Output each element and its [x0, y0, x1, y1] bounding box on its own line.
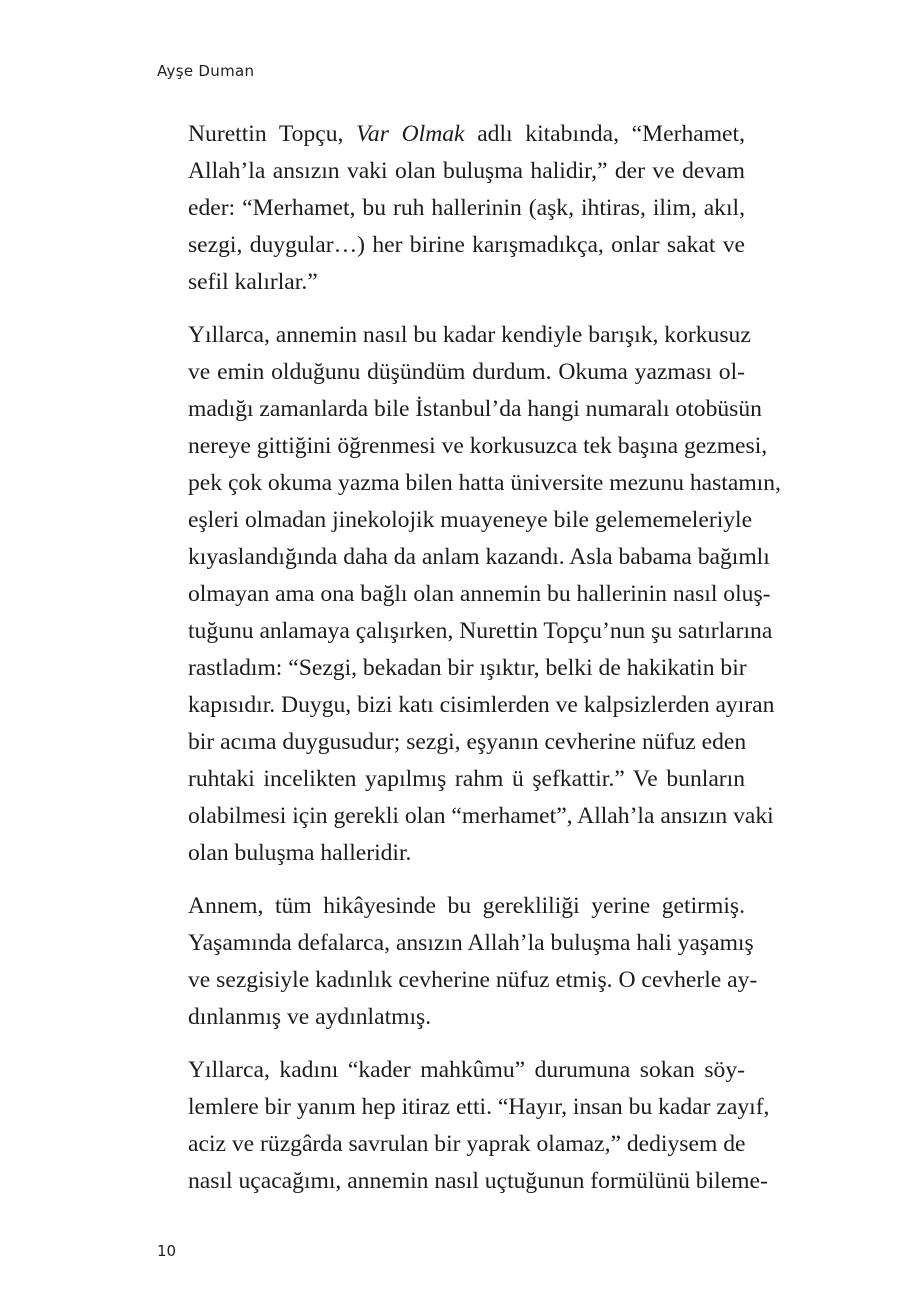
text-line: Nurettin Topçu, Var Olmak adlı kitabında, “Merhamet, — [188, 121, 745, 147]
text-line: Allah’la ansızın vaki olan buluşma halidir,” der ve devam — [188, 158, 745, 184]
paragraph-3 — [157, 888, 758, 1036]
text-line: Yıllarca, annemin nasıl bu kadar kendiyle barışık, korkusuz — [188, 322, 751, 348]
text-line: pek çok okuma yazma bilen hatta üniversite mezunu hastamın, — [188, 470, 781, 496]
text-line: kıyaslandığında daha da anlam kazandı. Asla babama bağımlı — [188, 544, 770, 570]
text-line: rastladım: “Sezgi, bekadan bir ışıktır, belki de hakikatin bir — [188, 655, 747, 681]
paragraph-4 — [157, 1052, 770, 1200]
text-line: eder: “Merhamet, bu ruh hallerinin (aşk, ihtiras, ilim, akıl, — [188, 195, 745, 221]
text-line: ve emin olduğunu düşündüm durdum. Okuma yazması ol- — [188, 359, 745, 385]
text-line: lemlere bir yanım hep itiraz etti. “Hayır, insan bu kadar zayıf, — [188, 1094, 770, 1120]
text-line: ve sezgisiyle kadınlık cevherine nüfuz etmiş. O cevherle ay- — [188, 967, 758, 993]
running-head-author: Ayşe Duman — [157, 62, 255, 80]
paragraph-1 — [157, 116, 745, 301]
text-line: olabilmesi için gerekli olan “merhamet”, Allah’la ansızın vaki — [188, 803, 774, 829]
text-line: eşleri olmadan jinekolojik muayeneye bile gelememeleriyle — [188, 507, 753, 533]
text-line: aciz ve rüzgârda savrulan bir yaprak olamaz,” dediysem de — [188, 1131, 746, 1157]
text-line: bir acıma duygusudur; sezgi, eşyanın cevherine nüfuz eden — [188, 729, 747, 755]
text-line: olan buluşma halleridir. — [188, 840, 412, 866]
text-line: tuğunu anlamaya çalışırken, Nurettin Topçu’nun şu satırlarına — [188, 618, 773, 644]
text-line: dınlanmış ve aydınlatmış. — [188, 1004, 432, 1030]
text-line: Yaşamında defalarca, ansızın Allah’la buluşma hali yaşamış — [188, 930, 754, 956]
text-line: ruhtaki incelikten yapılmış rahm ü şefkattir.” Ve bunların — [188, 766, 745, 792]
text-line: sefil kalırlar.” — [188, 269, 318, 295]
body-text — [157, 116, 781, 1216]
book-title: Var Olmak — [356, 121, 465, 147]
text-line: Annem, tüm hikâyesinde bu gerekliliği yerine getirmiş. — [188, 893, 745, 919]
text-line: nereye gittiğini öğrenmesi ve korkusuzca tek başına gezmesi, — [188, 433, 768, 459]
text-line: sezgi, duygular…) her birine karışmadıkça, onlar sakat ve — [188, 232, 745, 258]
text-line: kapısıdır. Duygu, bizi katı cisimlerden ve kalpsizlerden ayıran — [188, 692, 775, 718]
page-number: 10 — [157, 1242, 177, 1260]
paragraph-2 — [157, 317, 781, 872]
text-line: nasıl uçacağımı, annemin nasıl uçtuğunun formülünü bileme- — [188, 1168, 768, 1194]
text-line: Yıllarca, kadını “kader mahkûmu” durumuna sokan söy- — [188, 1057, 745, 1083]
text-line: olmayan ama ona bağlı olan annemin bu hallerinin nasıl oluş- — [188, 581, 771, 607]
text-line: madığı zamanlarda bile İstanbul’da hangi numaralı otobüsün — [188, 396, 762, 422]
